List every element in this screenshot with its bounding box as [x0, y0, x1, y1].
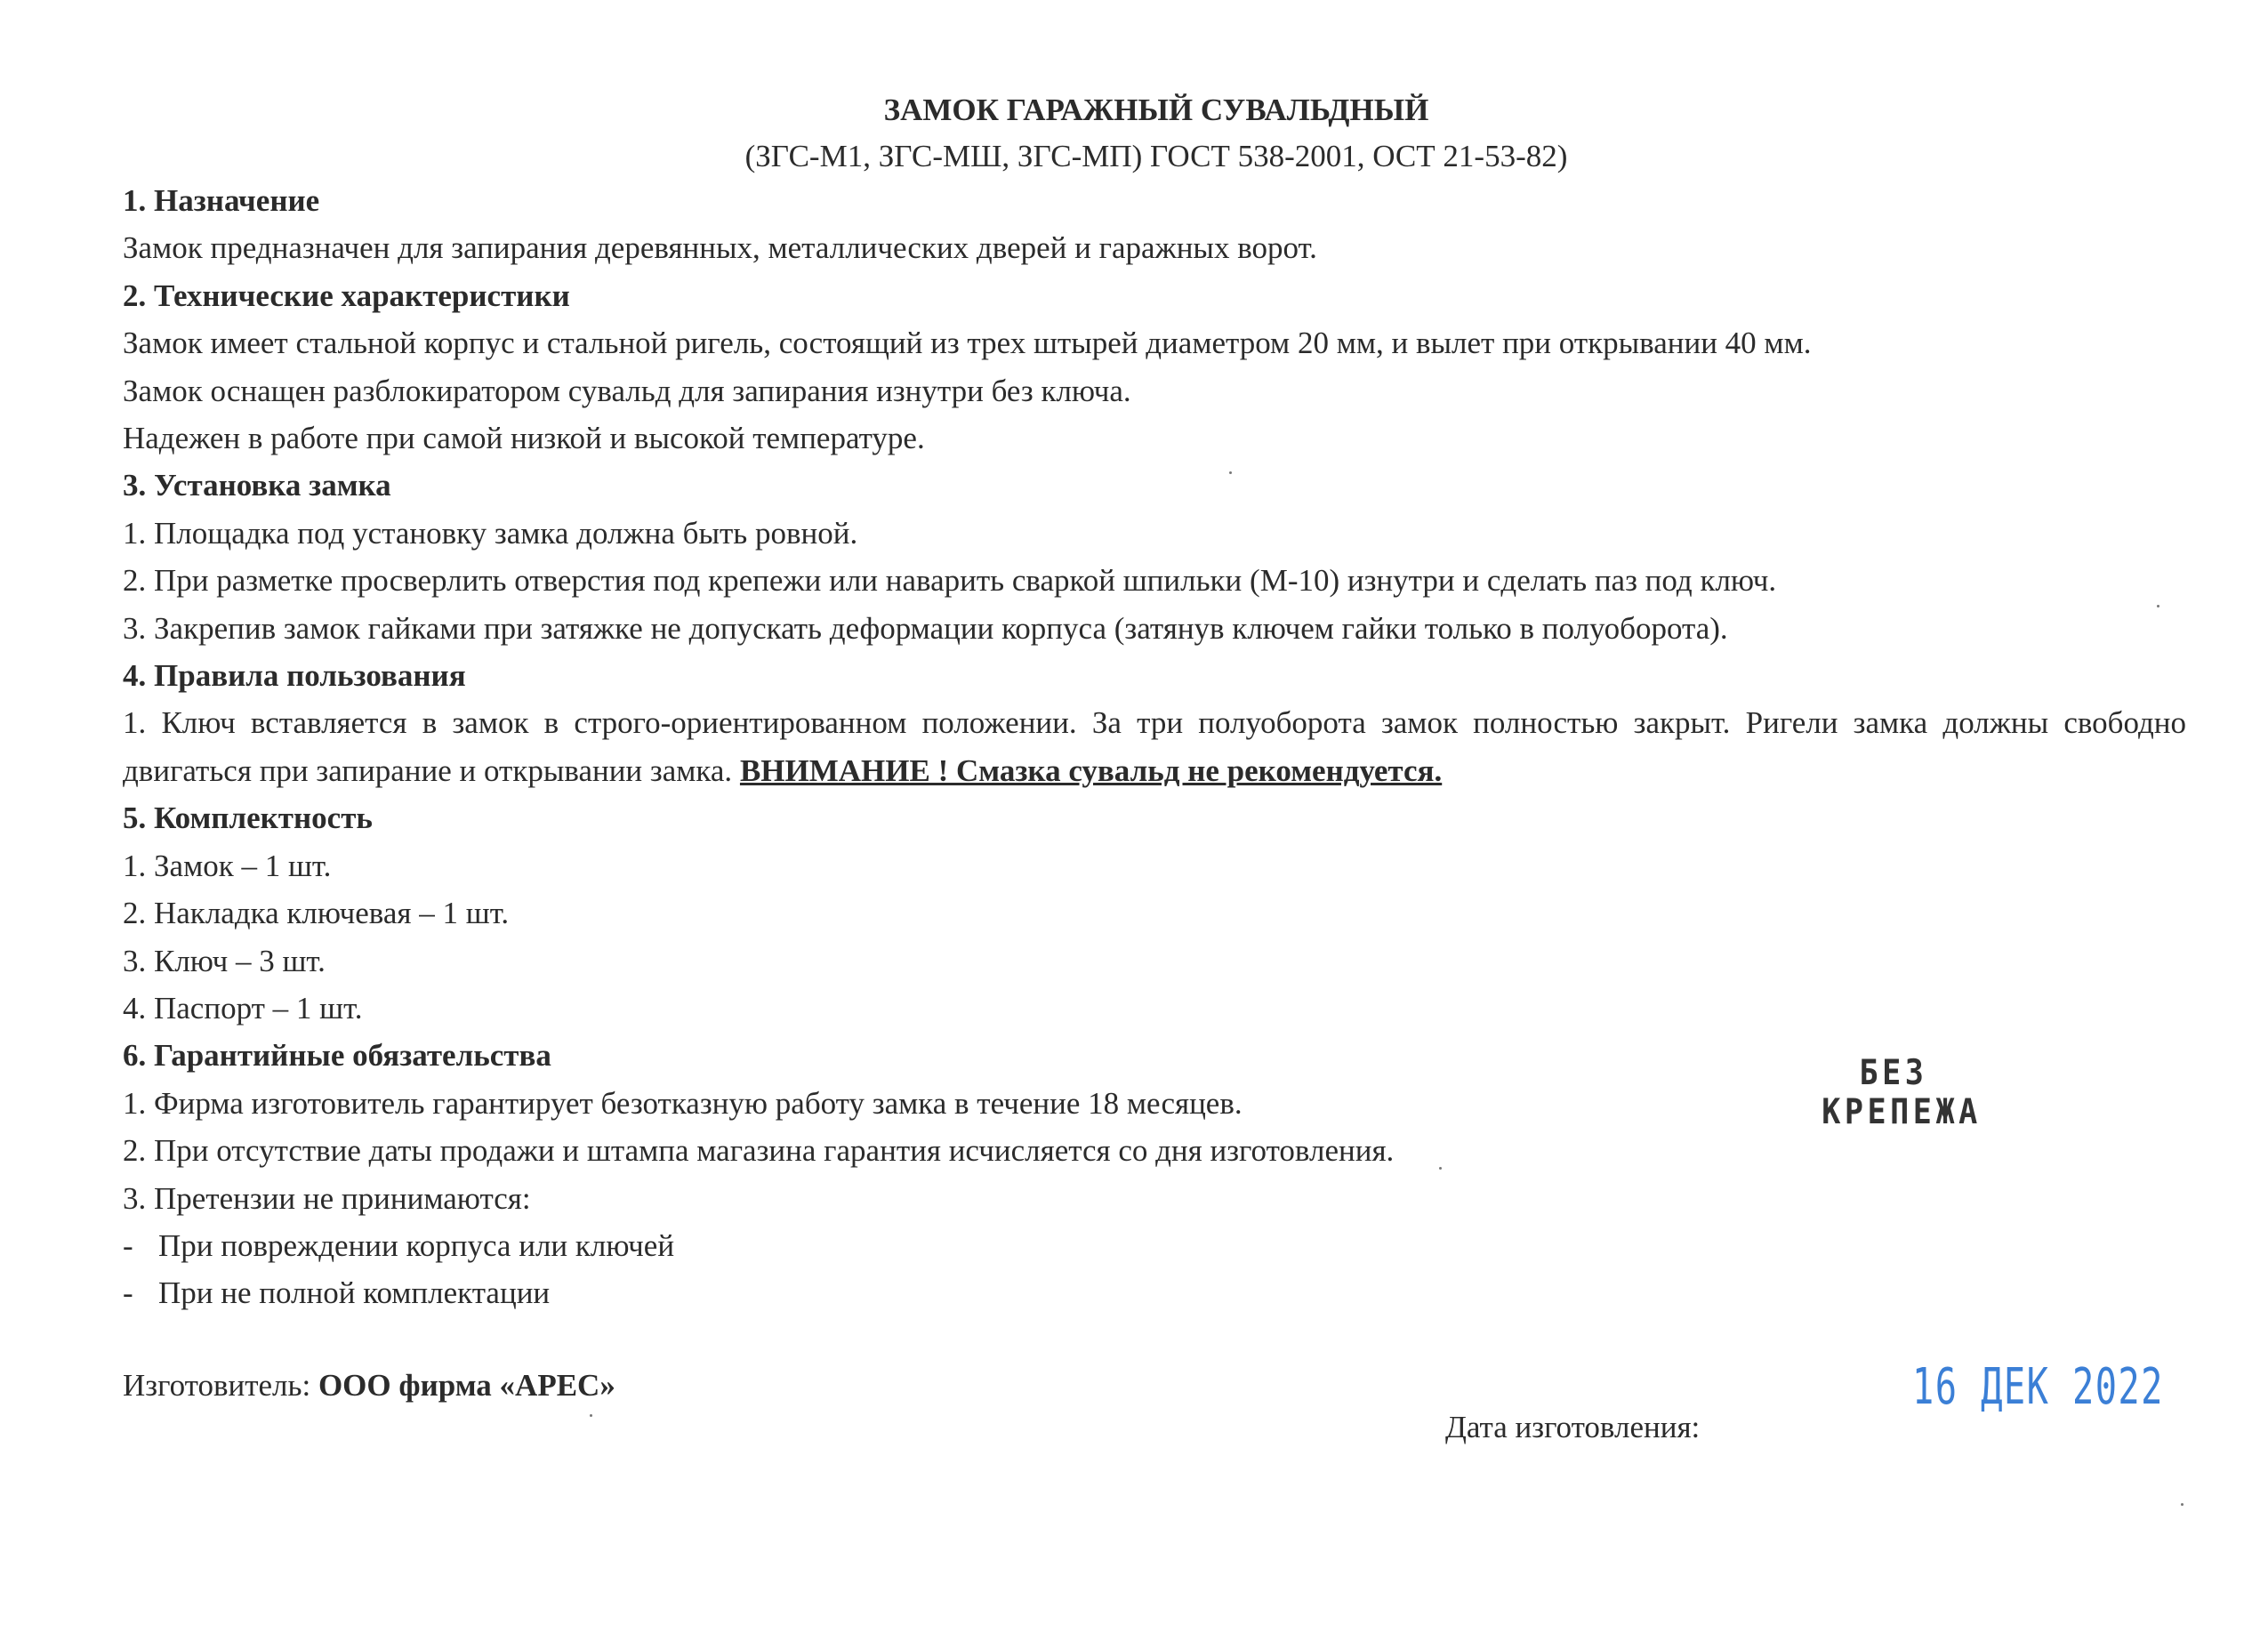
stamp-line-2: КРЕПЕЖА	[1822, 1092, 1982, 1132]
section-heading-specs: 2. Технические характеристики	[123, 278, 570, 313]
contents-item: 1. Замок – 1 шт.	[123, 848, 332, 883]
manufacture-date-stamp: 16 ДЕК 2022	[1912, 1358, 2164, 1416]
no-fasteners-stamp	[1806, 1054, 1998, 1132]
scan-speck	[590, 1414, 592, 1417]
section-heading-warranty: 6. Гарантийные обязательства	[123, 1038, 551, 1074]
scan-speck	[2181, 1503, 2184, 1506]
section-heading-purpose: 1. Назначение	[123, 183, 320, 218]
section-line: Замок оснащен разблокиратором сувальд для запирания изнутри без ключа.	[123, 373, 1131, 408]
document-body	[123, 177, 2186, 1317]
document-title: ЗАМОК ГАРАЖНЫЙ СУВАЛЬДНЫЙ	[883, 93, 1429, 127]
section-heading-installation: 3. Установка замка	[123, 468, 391, 503]
manufacture-date-label: Дата изготовления:	[1445, 1410, 1701, 1444]
contents-item: 4. Паспорт – 1 шт.	[123, 990, 363, 1026]
usage-paragraph	[123, 699, 2186, 794]
dash-marker: -	[123, 1227, 133, 1263]
warranty-line: 1. Фирма изготовитель гарантирует безотказную работу замка в течение 18 месяцев.	[123, 1085, 1243, 1121]
claim-exclusion-text: При не полной комплектации	[158, 1275, 551, 1311]
document-subtitle: (ЗГС-М1, ЗГС-МШ, ЗГС-МП) ГОСТ 538-2001, ОСТ 21-53-82)	[744, 139, 1568, 173]
usage-text: 1. Ключ вставляется в замок в строго-ориентированном положении. За три полуоборота замок полностью закрыт. Ригели замка должны свободно двигаться при запирание и открывании замка.	[123, 705, 2186, 788]
section-line: Замок предназначен для запирания деревянных, металлических дверей и гаражных ворот.	[123, 230, 1317, 266]
section-heading-usage: 4. Правила пользования	[123, 658, 466, 694]
scan-speck	[2157, 605, 2159, 607]
manufacturer-label: Изготовитель:	[123, 1368, 311, 1403]
warranty-line: 2. При отсутствие даты продажи и штампа магазина гарантия исчисляется со дня изготовления.	[123, 1133, 1395, 1169]
section-line: 1. Площадка под установку замка должна быть ровной.	[123, 515, 858, 551]
scan-speck	[1439, 1167, 1442, 1170]
contents-item: 2. Накладка ключевая – 1 шт.	[123, 896, 510, 931]
contents-item: 3. Ключ – 3 шт.	[123, 943, 326, 978]
title-block	[0, 87, 2268, 180]
section-line: 2. При разметке просверлить отверстия под крепежи или наварить сваркой шпильки (М-10) изнутри и сделать паз под ключ.	[123, 563, 1777, 599]
scan-speck	[1229, 471, 1232, 474]
claim-exclusion-text: При повреждении корпуса или ключей	[158, 1227, 675, 1263]
section-heading-contents: 5. Комплектность	[123, 800, 373, 836]
section-line: Замок имеет стальной корпус и стальной ригель, состоящий из трех штырей диаметром 20 мм, и вылет при открывании 40 мм.	[123, 326, 1812, 361]
manufacturer	[123, 1363, 615, 1409]
section-line: 3. Закрепив замок гайками при затяжке не допускать деформации корпуса (затянув ключем гайки только в полуоборота).	[123, 610, 1728, 646]
manufacturer-name: ООО фирма «АРЕС»	[318, 1368, 615, 1403]
warranty-line: 3. Претензии не принимаются:	[123, 1180, 531, 1216]
claim-exclusion-item	[123, 1269, 2186, 1316]
warning-text: ВНИМАНИЕ ! Смазка сувальд не рекомендуется.	[739, 752, 1443, 788]
dash-marker: -	[123, 1275, 133, 1311]
section-line: Надежен в работе при самой низкой и высокой температуре.	[123, 421, 925, 456]
stamp-line-1: БЕЗ	[1859, 1053, 1928, 1093]
claim-exclusion-item	[123, 1222, 2186, 1269]
